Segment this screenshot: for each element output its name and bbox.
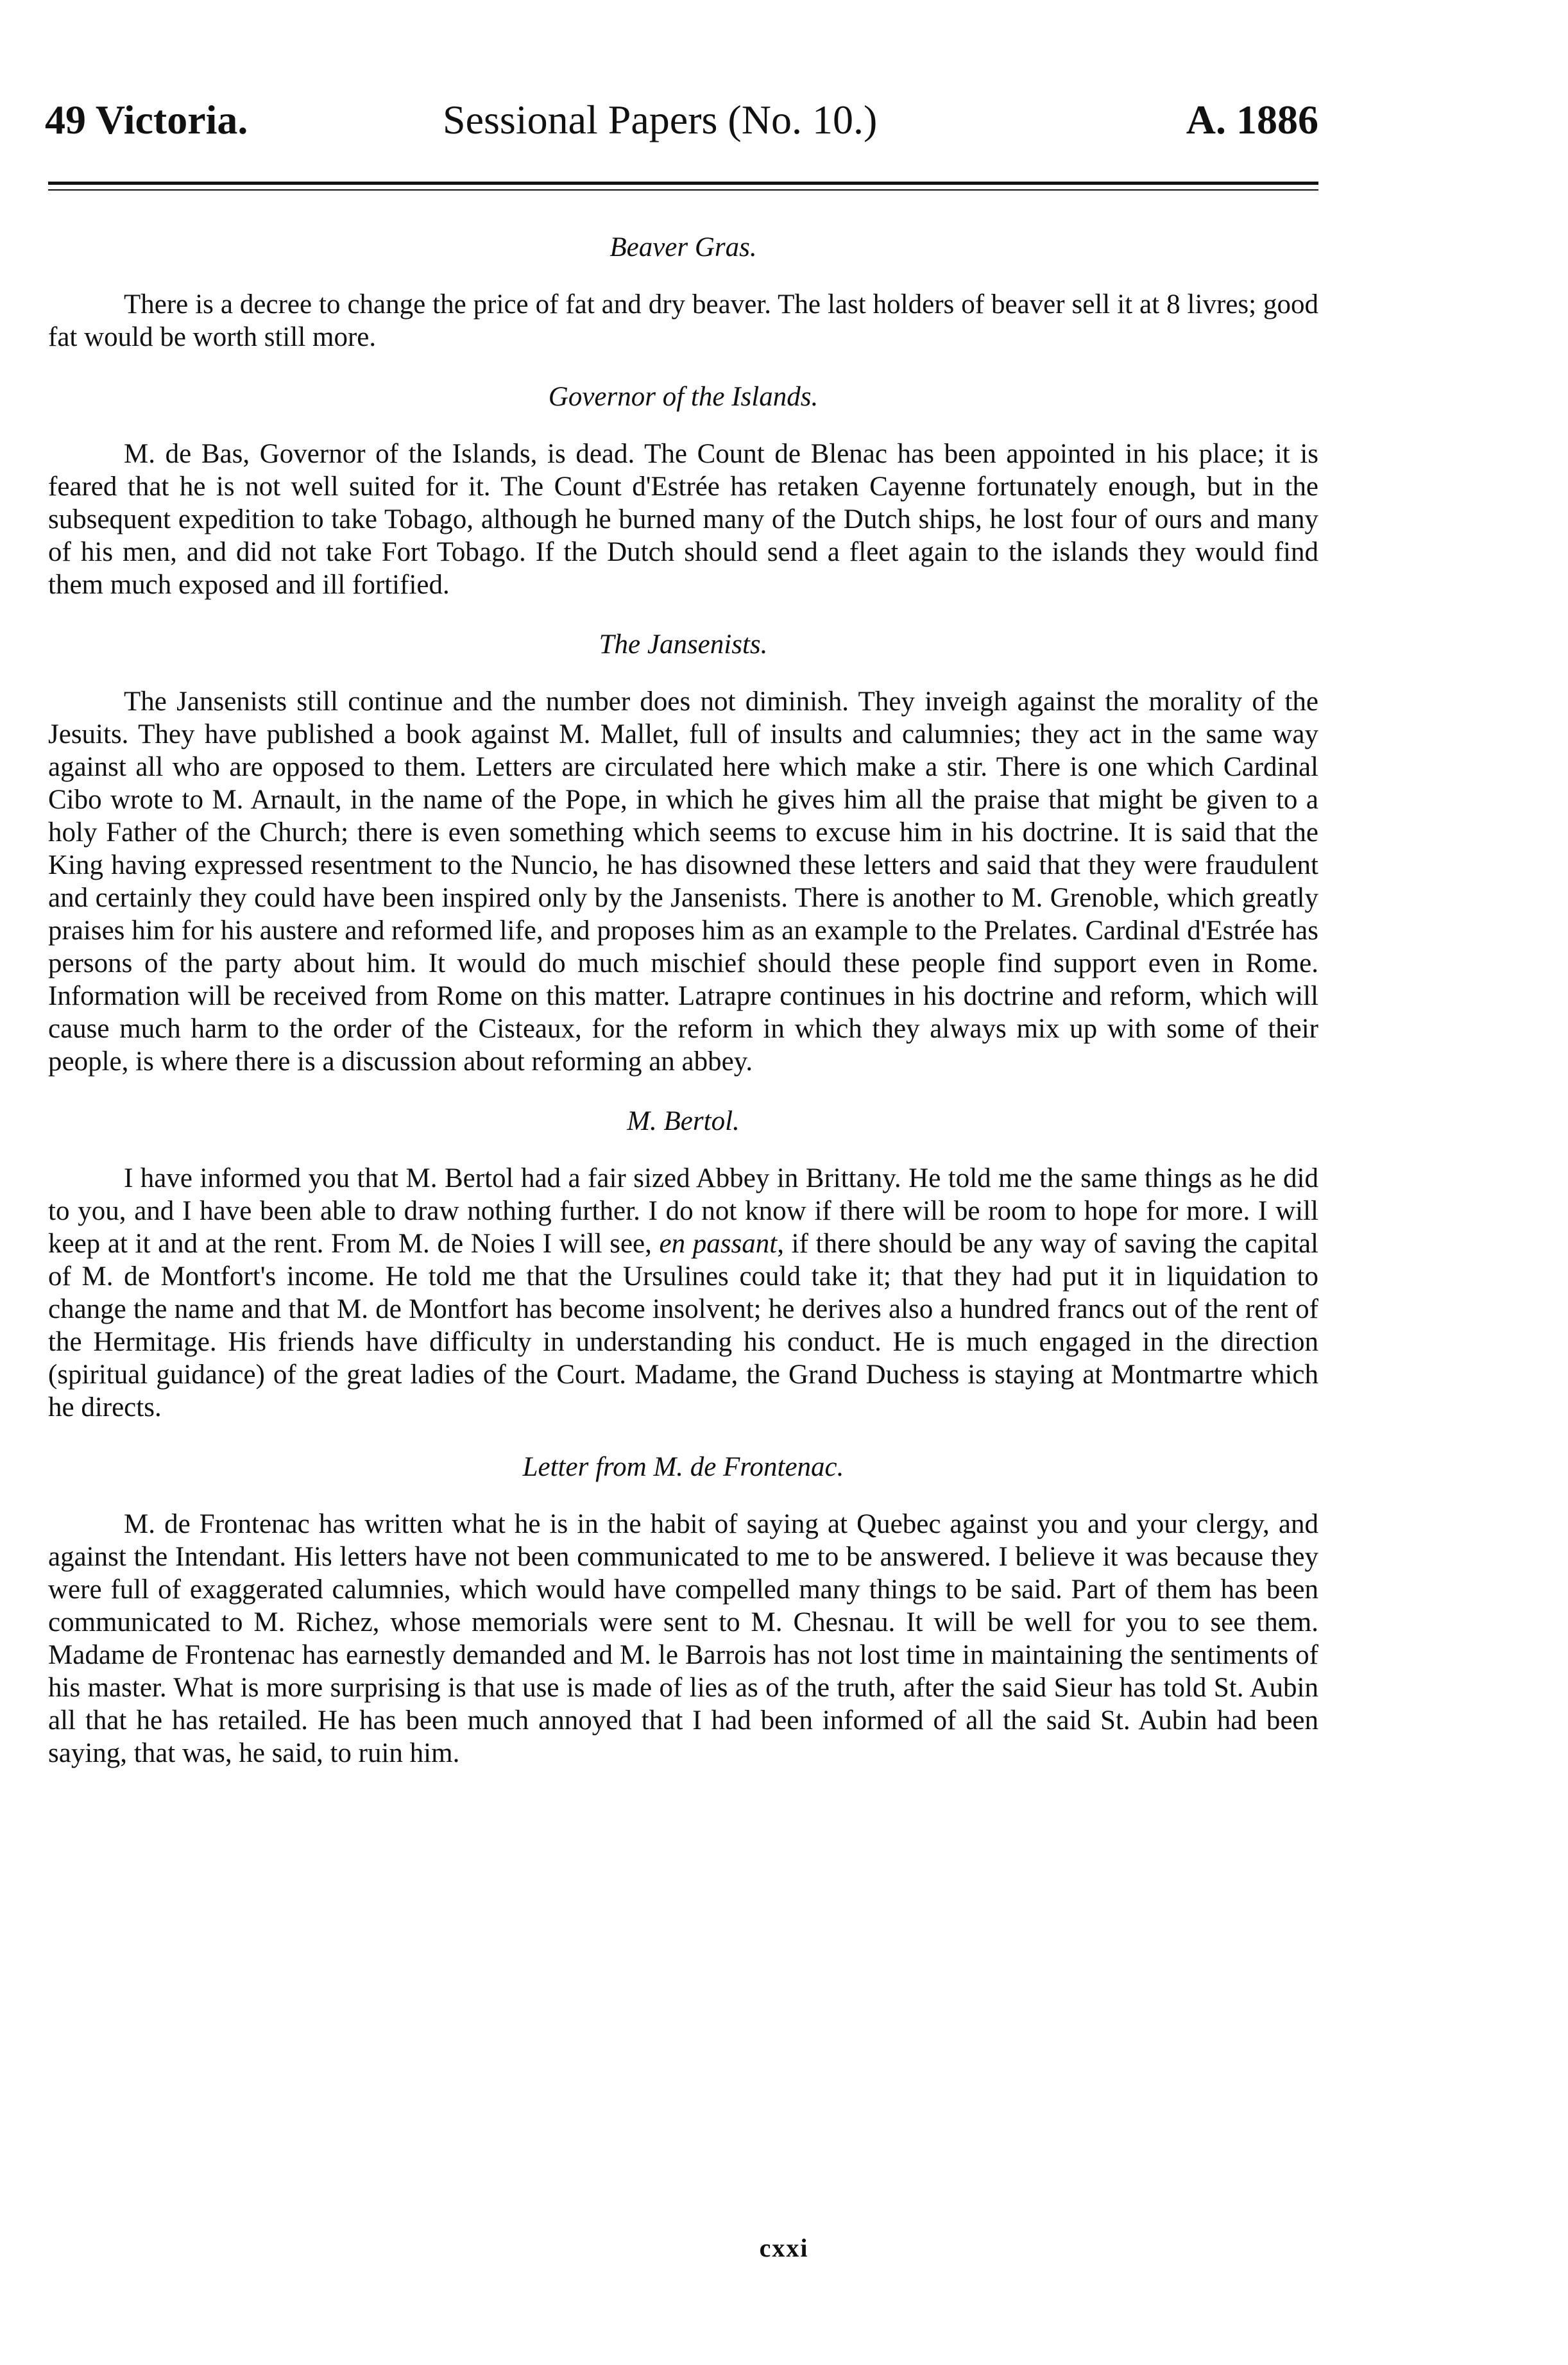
phrase-en-passant: en passant — [659, 1229, 778, 1259]
page-number: cxxi — [759, 2233, 809, 2262]
paragraph-bertol — [48, 1162, 1318, 1424]
header-rule-thick — [48, 182, 1318, 185]
section-title-jansenists: The Jansenists. — [599, 629, 768, 660]
paragraph-bertol-part-1: I have informed you that M. Bertol had a fair sized Abbey in Brittany. He told me the same things as he did to you, and I have been able to draw nothing further. I do not know if there will be room to hope for more. I will keep at it and at the rent. From M. de Noies I will see, — [48, 1163, 1318, 1259]
document-body — [48, 231, 1318, 1797]
running-header — [45, 96, 1318, 154]
header-rule-thin — [48, 189, 1318, 191]
header-title: Sessional Papers (No. 10.) — [443, 97, 878, 142]
paragraph-jansenists: The Jansenists still continue and the number does not diminish. They inveigh against the morality of the Jesuits. They have published a book against M. Mallet, full of insults and calumnies; they act in the same way against all who are opposed to them. Letters are circulated here which make a stir. There is one which Cardinal Cibo wrote to M. Arnault, in the name of the Pope, in which he gives him all the praise that might be given to a holy Father of the Church; there is even something which seems to excuse him in his doctrine. It is said that the King having expressed resentment to the Nuncio, he has disowned these letters and said that they were fraudulent and certainly they could have been inspired only by the Jansenists. There is another to M. Grenoble, which greatly praises him for his austere and reformed life, and proposes him as an example to the Prelates. Cardinal d'Estrée has persons of the party about him. It would do much mischief should these people find support even in Rome. Information will be received from Rome on this matter. Latrapre continues in his doctrine and reform, which will cause much harm to the order of the Cisteaux, for the reform in which they always mix up with some of their people, is where there is a discussion about reforming an abbey. — [48, 687, 1318, 1077]
section-title-frontenac-letter: Letter from M. de Frontenac. — [522, 1452, 844, 1482]
paragraph-bertol-part-2: , if there should be any way of saving the capital of M. de Montfort's income. He told me that the Ursulines could take it; that they had put it in liquidation to change the name and that M. de Montfort has become insolvent; he derives also a hundred francs out of the rent of the Hermitage. His friends have difficulty in understanding his conduct. He is much engaged in the direction (spiritual guidance) of the great ladies of the Court. Madame, the Grand Duchess is staying at Montmartre which he directs. — [48, 1229, 1318, 1422]
header-volume: 49 Victoria. — [45, 97, 248, 142]
section-title-beaver-gras: Beaver Gras. — [609, 232, 757, 262]
paragraph-frontenac-letter: M. de Frontenac has written what he is in the habit of saying at Quebec against you and your clergy, and against the Intendant. His letters have not been communicated to me to be answered. I believe it was because they were full of exaggerated calumnies, which would have compelled many things to be said. Part of them has been communicated to M. Richez, whose memorials were sent to M. Chesnau. It will be well for you to see them. Madame de Frontenac has earnestly demanded and M. le Barrois has not lost time in maintaining the sentiments of his master. What is more surprising is that use is made of lies as of the truth, after the said Sieur has told St. Aubin all that he has retailed. He has been much annoyed that I had been informed of all the said St. Aubin had been saying, that was, he said, to ruin him. — [48, 1509, 1318, 1768]
header-year: A. 1886 — [1186, 97, 1318, 142]
paragraph-beaver-gras: There is a decree to change the price of fat and dry beaver. The last holders of beaver sell it at 8 livres; good fat would be worth still more. — [48, 289, 1318, 352]
section-title-governor-islands: Governor of the Islands. — [548, 382, 819, 412]
section-title-bertol: M. Bertol. — [627, 1106, 740, 1136]
paragraph-governor-islands: M. de Bas, Governor of the Islands, is dead. The Count de Blenac has been appointed in his place; it is feared that he is not well suited for it. The Count d'Estrée has retaken Cayenne fortunately enough, but in the subsequent expedition to take Tobago, although he burned many of the Dutch ships, he lost four of ours and many of his men, and did not take Fort Tobago. If the Dutch should send a fleet again to the islands they would find them much exposed and ill fortified. — [48, 439, 1318, 600]
